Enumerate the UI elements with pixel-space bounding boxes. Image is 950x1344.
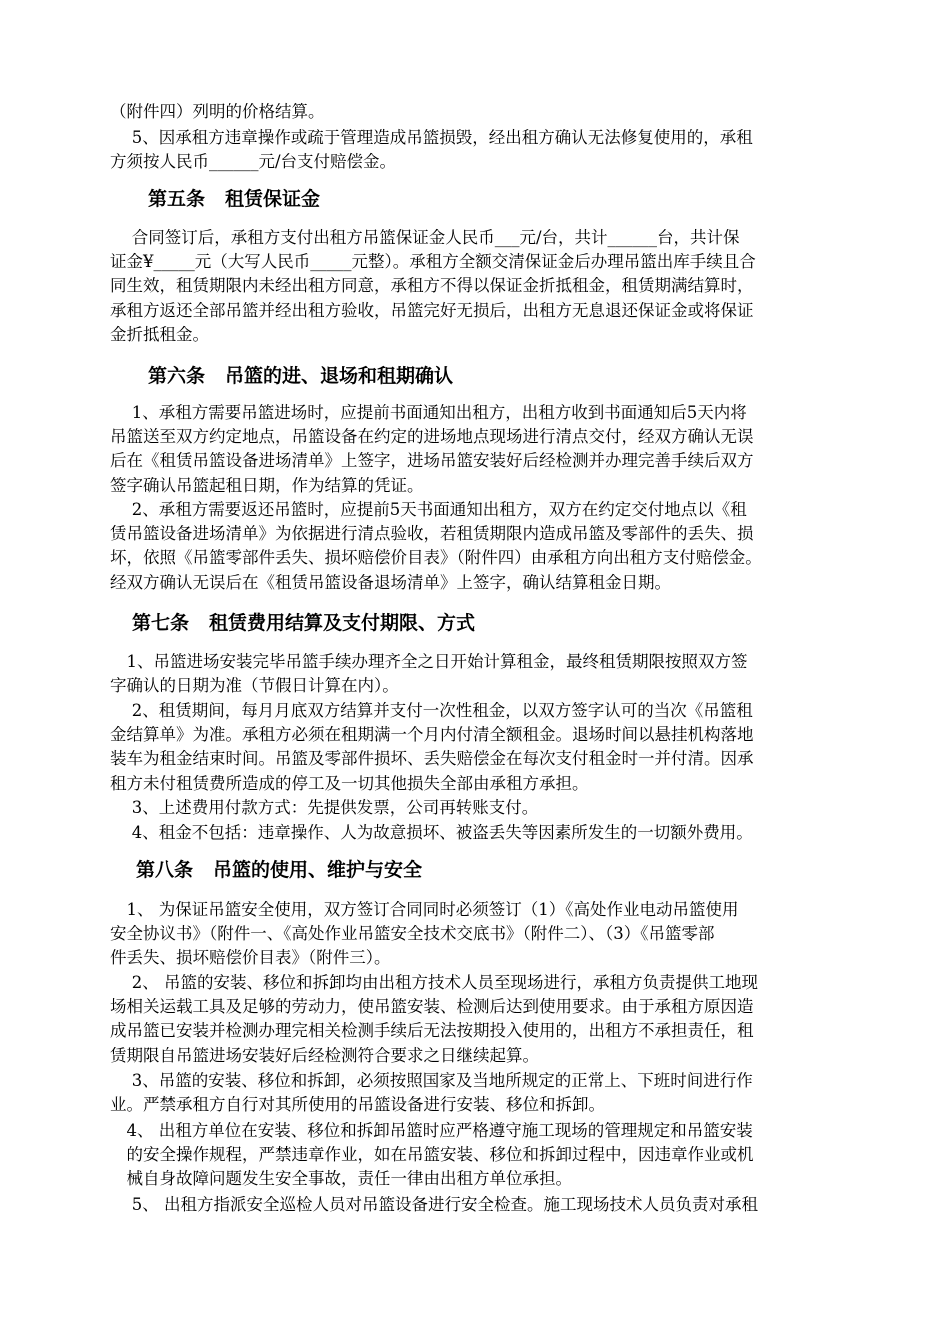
section-number: 第七条 (132, 612, 190, 634)
text-line: 4、 出租方单位在安装、移位和拆卸吊篮时应严格遵守施工现场的管理规定和吊篮安装 (110, 1121, 753, 1140)
text-line: 租方未付租赁费所造成的停工及一切其他损失全部由承租方承担。 (110, 773, 589, 793)
text-line: 签字确认吊篮起租日期，作为结算的凭证。 (110, 475, 424, 495)
text-line: 经双方确认无误后在《租赁吊篮设备退场清单》上签字，确认结算租金日期。 (110, 572, 671, 592)
paragraph-attachment-ref (110, 100, 950, 124)
text-line: 同生效，租赁期限内未经出租方同意，承租方不得以保证金折抵租金，租赁期满结算时， (110, 276, 754, 296)
text-line: 5、 出租方指派安全巡检人员对吊篮设备进行安全检查。施工现场技术人员负责对承租 (110, 1195, 758, 1214)
section-heading-6 (148, 363, 950, 389)
section-number: 第五条 (148, 188, 206, 210)
section-number: 第六条 (148, 365, 206, 387)
text-line: 金结算单》为准。承租方必须在租期满一个月内付清全额租金。退场时间以悬挂机构落地 (110, 725, 754, 745)
text-line: 1、 为保证吊篮安全使用，双方签订合同同时必须签订（1）《高处作业电动吊篮使用 (110, 900, 739, 919)
text-line: 装车为租金结束时间。吊篮及零部件损坏、丢失赔偿金在每次支付租金时一并付清。因承 (110, 749, 754, 769)
text-line: 业。严禁承租方自行对其所使用的吊篮设备进行安装、移位和拆卸。 (110, 1095, 605, 1115)
text-line: 场相关运载工具及足够的劳动力，使吊篮安装、检测后达到使用要求。由于承租方原因造 (110, 997, 754, 1017)
text-line: 证金¥_____元（大写人民币_____元整）。承租方全额交清保证金后办理吊篮出库手续且合 (110, 252, 756, 272)
text-line: 吊篮送至双方约定地点，吊篮设备在约定的进场地点现场进行清点交付，经双方确认无误 (110, 427, 754, 447)
text-line: 2、 吊篮的安装、移位和拆卸均由出租方技术人员至现场进行，承租方负责提供工地现 (110, 973, 758, 992)
paragraph-monthly-settlement (110, 699, 950, 796)
text-line: 方须按人民币______元/台支付赔偿金。 (110, 152, 397, 172)
text-line: 3、吊篮的安装、移位和拆卸，必须按照国家及当地所规定的正常上、下班时间进行作 (110, 1071, 753, 1090)
text-line: 安全协议书》（附件一、《高处作业吊篮安全技术交底书》（附件二）、（3）《吊篮零部 (110, 924, 715, 944)
text-line: 成吊篮已安装并检测办理完相关检测手续后无法按期投入使用的，出租方不承担责任，租 (110, 1021, 754, 1041)
text-line: 赁期限自吊篮进场安装好后经检测符合要求之日继续起算。 (110, 1045, 539, 1065)
text-line: 1、吊篮进场安装完毕吊篮手续办理齐全之日开始计算租金，最终租赁期限按照双方签 (110, 652, 748, 671)
paragraph-rent-start (110, 650, 950, 698)
paragraph-working-hours (110, 1069, 950, 1117)
paragraph-safety-agreement (110, 898, 950, 971)
section-heading-8 (136, 857, 950, 883)
section-title: 吊篮的进、退场和租期确认 (225, 365, 454, 387)
section-title: 租赁费用结算及支付期限、方式 (209, 612, 476, 634)
text-line: （附件四）列明的价格结算。 (110, 102, 325, 121)
text-line: 5、因承租方违章操作或疏于管理造成吊篮损毁，经出租方确认无法修复使用的，承租 (110, 128, 753, 147)
text-line: 1、承租方需要吊篮进场时，应提前书面通知出租方，出租方收到书面通知后5天内将 (110, 403, 747, 422)
paragraph-payment-method (110, 796, 950, 820)
text-line: 3、上述费用付款方式：先提供发票，公司再转账支付。 (110, 798, 539, 817)
paragraph-inspection (110, 1193, 950, 1217)
text-line: 承租方返还全部吊篮并经出租方验收，吊篮完好无损后，出租方无息退还保证金或将保证 (110, 300, 754, 320)
section-title: 租赁保证金 (225, 188, 321, 210)
text-line: 件丢失、损坏赔偿价目表》（附件三）。 (110, 948, 391, 968)
text-line: 2、租赁期间，每月月底双方结算并支付一次性租金，以双方签字认可的当次《吊篮租 (110, 701, 753, 720)
paragraph-installation (110, 971, 950, 1068)
text-line: 械自身故障问题发生安全事故，责任一律由出租方单位承担。 (110, 1169, 572, 1189)
paragraph-return (110, 498, 950, 595)
section-heading-5 (148, 186, 950, 212)
paragraph-lessor-responsibility (110, 1119, 950, 1192)
paragraph-damage-compensation (110, 126, 950, 174)
paragraph-entry (110, 401, 950, 498)
paragraph-deposit (110, 226, 950, 347)
section-title: 吊篮的使用、维护与安全 (213, 859, 423, 881)
text-line: 4、租金不包括：违章操作、人为故意损坏、被盗丢失等因素所发生的一切额外费用。 (110, 823, 753, 842)
section-number: 第八条 (136, 859, 194, 881)
text-line: 合同签订后，承租方支付出租方吊篮保证金人民币___元/台，共计______台，共计保 (110, 228, 740, 247)
text-line: 的安全操作规程，严禁违章作业，如在吊篮安装、移位和拆卸过程中，因违章作业或机 (110, 1145, 754, 1165)
text-line: 2、承租方需要返还吊篮时，应提前5天书面通知出租方，双方在约定交付地点以《租 (110, 500, 747, 519)
paragraph-exclusions (110, 821, 950, 845)
text-line: 坏，依照《吊篮零部件丢失、损坏赔偿价目表》（附件四）由承租方向出租方支付赔偿金。 (110, 548, 762, 568)
text-line: 后在《租赁吊篮设备进场清单》上签字，进场吊篮安装好后经检测并办理完善手续后双方 (110, 451, 754, 471)
text-line: 字确认的日期为准（节假日计算在内）。 (110, 676, 399, 696)
section-heading-7 (132, 610, 950, 636)
text-line: 赁吊篮设备进场清单》为依据进行清点验收，若租赁期限内造成吊篮及零部件的丢失、损 (110, 524, 754, 544)
text-line: 金折抵租金。 (110, 324, 209, 344)
